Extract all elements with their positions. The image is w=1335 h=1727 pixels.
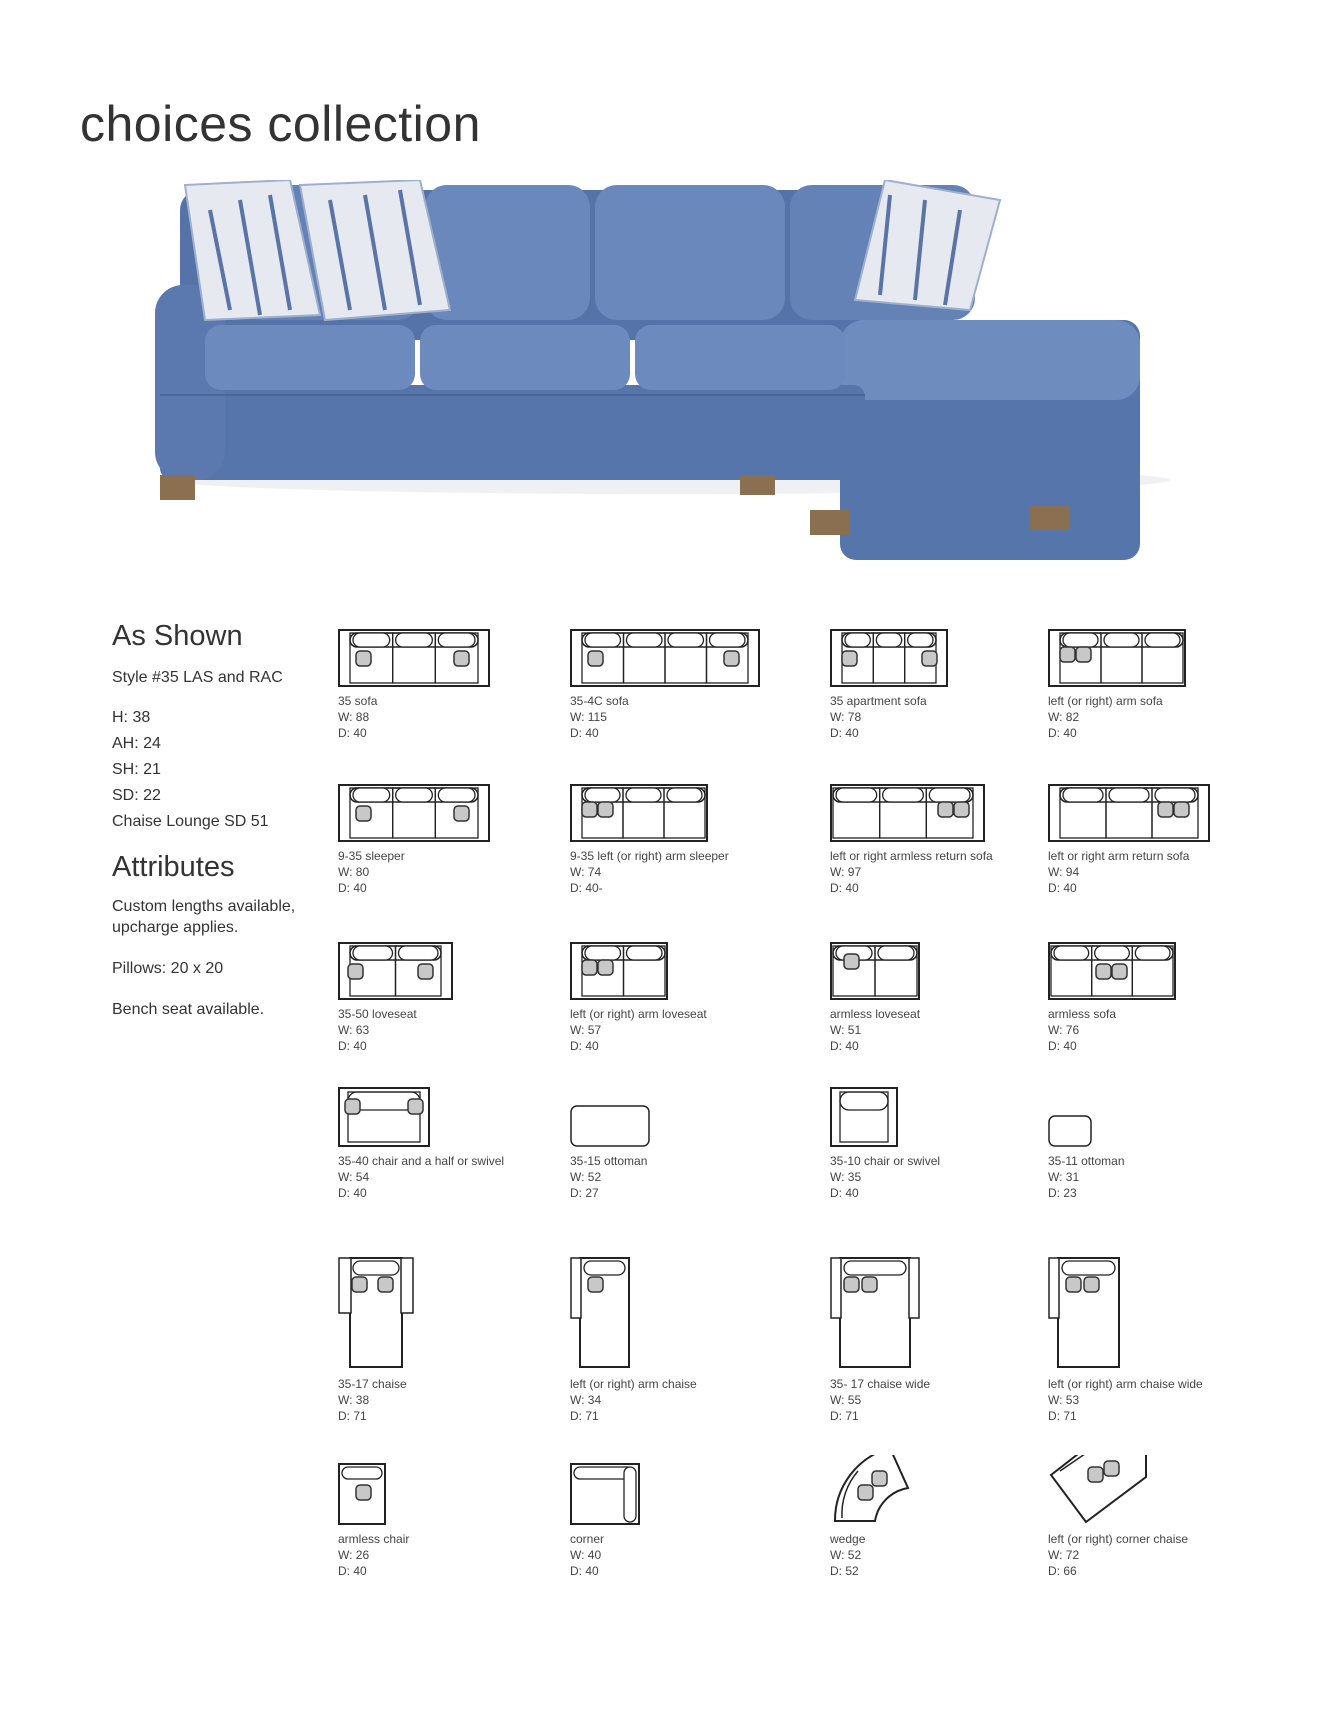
item-name: 35 sofa <box>338 694 378 708</box>
one-arm-loveseat-icon <box>570 938 668 1000</box>
configuration-item <box>570 938 707 1054</box>
item-width: W: 97 <box>830 865 862 879</box>
spec-height: H: 38 <box>112 709 151 726</box>
item-depth: D: 40 <box>570 1039 599 1053</box>
configuration-item <box>830 1455 910 1579</box>
configuration-item <box>1048 780 1210 896</box>
one-arm-wide-chaise-icon <box>1048 1250 1122 1370</box>
item-name: left or right armless return sofa <box>830 849 993 863</box>
configuration-item <box>830 780 993 896</box>
ottoman-icon <box>570 1085 650 1147</box>
item-depth: D: 71 <box>830 1409 859 1423</box>
configuration-item <box>830 938 920 1054</box>
configuration-item <box>338 1455 409 1579</box>
item-name: left (or right) corner chaise <box>1048 1532 1189 1546</box>
item-depth: D: 27 <box>570 1186 599 1200</box>
item-width: W: 38 <box>338 1393 370 1407</box>
item-width: W: 40 <box>570 1548 602 1562</box>
configuration-item <box>570 1085 650 1201</box>
item-depth: D: 52 <box>830 1564 859 1578</box>
item-depth: D: 40 <box>338 881 367 895</box>
item-depth: D: 66 <box>1048 1564 1077 1578</box>
item-width: W: 57 <box>570 1023 602 1037</box>
armless-sofa-icon <box>1048 938 1176 1000</box>
3-seat-sofa-icon <box>830 625 948 687</box>
configuration-item <box>338 625 490 741</box>
wedge-icon <box>830 1455 910 1525</box>
item-name: 35-40 chair and a half or swivel <box>338 1154 505 1168</box>
item-depth: D: 40 <box>338 1564 367 1578</box>
sleeper-icon <box>338 780 490 842</box>
configuration-item <box>570 780 729 896</box>
configuration-item <box>570 625 760 741</box>
item-name: 35-11 ottoman <box>1048 1154 1125 1168</box>
item-depth: D: 40 <box>830 726 859 740</box>
item-name: wedge <box>830 1532 866 1546</box>
item-depth: D: 71 <box>570 1409 599 1423</box>
item-width: W: 31 <box>1048 1170 1080 1184</box>
item-width: W: 63 <box>338 1023 370 1037</box>
item-depth: D: 23 <box>1048 1186 1077 1200</box>
item-width: W: 76 <box>1048 1023 1080 1037</box>
item-width: W: 74 <box>570 865 602 879</box>
loveseat-icon <box>338 938 453 1000</box>
item-name: 9-35 left (or right) arm sleeper <box>570 849 729 863</box>
item-width: W: 82 <box>1048 710 1080 724</box>
item-name: 35-10 chair or swivel <box>830 1154 941 1168</box>
wide-chaise-icon <box>830 1250 920 1370</box>
item-width: W: 54 <box>338 1170 370 1184</box>
configuration-item <box>570 1455 640 1579</box>
chair-icon <box>830 1085 898 1147</box>
item-width: W: 52 <box>570 1170 602 1184</box>
corner-chaise-icon <box>1048 1455 1148 1525</box>
configuration-item <box>338 1085 504 1201</box>
item-depth: D: 40 <box>570 1564 599 1578</box>
page-title: choices collection <box>80 96 481 152</box>
configuration-item <box>830 625 948 741</box>
return-sofa-icon <box>830 780 985 842</box>
item-name: left (or right) arm sofa <box>1048 694 1163 708</box>
configuration-item <box>338 938 453 1054</box>
item-width: W: 34 <box>570 1393 602 1407</box>
corner-icon <box>570 1455 640 1525</box>
as-shown-heading: As Shown <box>112 620 243 652</box>
item-width: W: 115 <box>570 710 607 724</box>
item-depth: D: 40 <box>570 726 599 740</box>
3-seat-sofa-icon <box>338 625 490 687</box>
item-name: armless loveseat <box>830 1007 921 1021</box>
item-width: W: 53 <box>1048 1393 1080 1407</box>
item-depth: D: 40 <box>830 1039 859 1053</box>
item-width: W: 35 <box>830 1170 862 1184</box>
sectional-sofa-photo <box>150 180 1200 565</box>
attribute-bench-seat: Bench seat available. <box>112 1001 265 1018</box>
item-depth: D: 40 <box>1048 726 1077 740</box>
item-depth: D: 40 <box>338 1039 367 1053</box>
armless-loveseat-icon <box>830 938 920 1000</box>
item-width: W: 94 <box>1048 865 1080 879</box>
item-name: 35-4C sofa <box>570 694 629 708</box>
configuration-item <box>1048 625 1186 741</box>
item-depth: D: 40 <box>338 726 367 740</box>
one-arm-sofa-icon <box>1048 625 1186 687</box>
item-name: left (or right) arm chaise <box>570 1377 697 1391</box>
item-width: W: 51 <box>830 1023 862 1037</box>
item-name: left (or right) arm loveseat <box>570 1007 707 1021</box>
item-depth: D: 40 <box>830 1186 859 1200</box>
one-arm-chaise-icon <box>570 1250 632 1370</box>
item-name: corner <box>570 1532 605 1546</box>
spec-arm-height: AH: 24 <box>112 735 161 752</box>
spec-chaise-depth: Chaise Lounge SD 51 <box>112 813 269 830</box>
item-depth: D: 71 <box>338 1409 367 1423</box>
armless-chair-icon <box>338 1455 386 1525</box>
attribute-custom-lengths: Custom lengths available, upcharge applies. <box>112 898 296 936</box>
small-ottoman-icon <box>1048 1085 1092 1147</box>
item-depth: D: 40 <box>1048 881 1077 895</box>
configuration-item <box>1048 1455 1188 1579</box>
item-width: W: 72 <box>1048 1548 1080 1562</box>
attribute-pillows: Pillows: 20 x 20 <box>112 960 224 977</box>
item-depth: D: 40 <box>1048 1039 1077 1053</box>
return-sofa-icon <box>1048 780 1210 842</box>
item-name: 35-50 loveseat <box>338 1007 417 1021</box>
item-name: 35 apartment sofa <box>830 694 927 708</box>
configuration-item <box>1048 1085 1125 1201</box>
configuration-item <box>338 1250 414 1424</box>
item-name: left (or right) arm chaise wide <box>1048 1377 1203 1391</box>
configuration-item <box>1048 938 1176 1054</box>
item-name: 35- 17 chaise wide <box>830 1377 931 1391</box>
item-depth: D: 40 <box>338 1186 367 1200</box>
item-name: 35-15 ottoman <box>570 1154 648 1168</box>
item-depth: D: 40- <box>570 881 603 895</box>
item-name: armless sofa <box>1048 1007 1117 1021</box>
item-name: 9-35 sleeper <box>338 849 405 863</box>
item-width: W: 80 <box>338 865 370 879</box>
spec-seat-depth: SD: 22 <box>112 787 161 804</box>
attributes-heading: Attributes <box>112 851 235 883</box>
configuration-item <box>570 1250 697 1424</box>
chair-and-half-icon <box>338 1085 430 1147</box>
item-width: W: 26 <box>338 1548 370 1562</box>
item-width: W: 52 <box>830 1548 862 1562</box>
chaise-icon <box>338 1250 414 1370</box>
item-width: W: 88 <box>338 710 370 724</box>
style-label: Style #35 LAS and RAC <box>112 669 283 686</box>
configuration-item <box>1048 1250 1203 1424</box>
item-name: armless chair <box>338 1532 410 1546</box>
configuration-item <box>338 780 490 896</box>
as-shown-panel <box>112 620 332 1040</box>
item-width: W: 78 <box>830 710 862 724</box>
item-name: left or right arm return sofa <box>1048 849 1190 863</box>
configuration-item <box>830 1250 930 1424</box>
item-width: W: 55 <box>830 1393 862 1407</box>
item-depth: D: 71 <box>1048 1409 1077 1423</box>
4-seat-sofa-icon <box>570 625 760 687</box>
item-name: 35-17 chaise <box>338 1377 407 1391</box>
spec-seat-height: SH: 21 <box>112 761 161 778</box>
item-depth: D: 40 <box>830 881 859 895</box>
configuration-item <box>830 1085 940 1201</box>
one-arm-sleeper-icon <box>570 780 708 842</box>
